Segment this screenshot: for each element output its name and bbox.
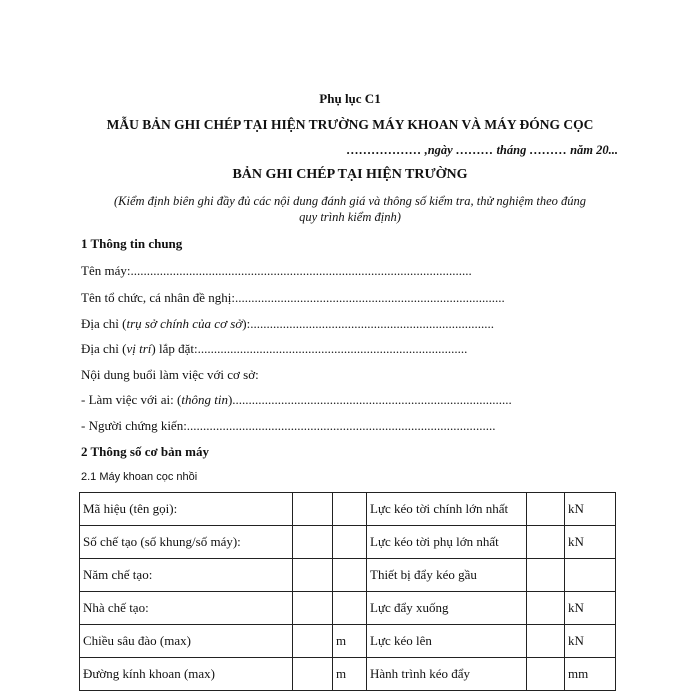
left-label-cell: Nhà chế tạo: bbox=[80, 592, 293, 625]
work-with-b: thông tin bbox=[181, 392, 228, 407]
left-unit-cell bbox=[333, 559, 367, 592]
requester-field: Tên tổ chức, cá nhân đề nghị:................................................................................... bbox=[81, 290, 505, 305]
witness-field: - Người chứng kiến:............................................................................................... bbox=[81, 418, 496, 433]
address-label-c: ):........................................................................... bbox=[242, 316, 494, 331]
left-unit-cell: m bbox=[333, 658, 367, 691]
head-office-address-field bbox=[81, 316, 494, 332]
table-row bbox=[80, 526, 616, 559]
subtitle-line-2: quy trình kiểm định) bbox=[299, 210, 401, 224]
work-with-c: )...................................................................................... bbox=[227, 392, 512, 407]
right-label-cell: Hành trình kéo đẩy bbox=[367, 658, 527, 691]
location-label-b: vị trí bbox=[126, 341, 152, 356]
location-label-c: ) lắp đặt:................................................................................... bbox=[151, 341, 468, 356]
work-with-a: - Làm việc với ai: ( bbox=[81, 392, 182, 407]
document-title: BẢN GHI CHÉP TẠI HIỆN TRƯỜNG bbox=[232, 167, 468, 182]
subtitle-line-1: (Kiểm định biên ghi đầy đủ các nội dung đánh giá và thông số kiểm tra, thử nghiệm theo đúng bbox=[113, 194, 587, 208]
table-row bbox=[80, 493, 616, 526]
meeting-content-label: Nội dung buổi làm việc với cơ sở: bbox=[81, 367, 259, 382]
left-unit-cell bbox=[333, 526, 367, 559]
left-unit-cell bbox=[333, 592, 367, 625]
machine-spec-table bbox=[79, 492, 616, 691]
right-unit-cell: mm bbox=[565, 658, 616, 691]
left-value-cell bbox=[293, 658, 333, 691]
left-label-cell: Đường kính khoan (max) bbox=[80, 658, 293, 691]
left-value-cell bbox=[293, 559, 333, 592]
table-row bbox=[80, 559, 616, 592]
install-location-field bbox=[81, 341, 467, 357]
right-value-cell bbox=[527, 526, 565, 559]
left-unit-cell bbox=[333, 493, 367, 526]
left-unit-cell: m bbox=[333, 625, 367, 658]
left-label-cell: Năm chế tạo: bbox=[80, 559, 293, 592]
left-value-cell bbox=[293, 592, 333, 625]
right-label-cell: Lực kéo tời phụ lớn nhất bbox=[367, 526, 527, 559]
right-value-cell bbox=[527, 559, 565, 592]
right-unit-cell bbox=[565, 559, 616, 592]
left-value-cell bbox=[293, 625, 333, 658]
table-row bbox=[80, 658, 616, 691]
left-value-cell bbox=[293, 493, 333, 526]
right-unit-cell: kN bbox=[565, 526, 616, 559]
right-label-cell: Lực kéo lên bbox=[367, 625, 527, 658]
right-value-cell bbox=[527, 493, 565, 526]
right-value-cell bbox=[527, 592, 565, 625]
left-label-cell: Mã hiệu (tên gọi): bbox=[80, 493, 293, 526]
right-value-cell bbox=[527, 625, 565, 658]
address-label-b: trụ sở chính của cơ sở bbox=[126, 316, 243, 331]
right-unit-cell: kN bbox=[565, 493, 616, 526]
table-row bbox=[80, 592, 616, 625]
section-2-1-heading: 2.1 Máy khoan cọc nhồi bbox=[81, 471, 198, 483]
right-unit-cell: kN bbox=[565, 625, 616, 658]
right-label-cell: Lực kéo tời chính lớn nhất bbox=[367, 493, 527, 526]
right-label-cell: Lực đẩy xuống bbox=[367, 592, 527, 625]
date-line: ……………… ,ngày ……… tháng ……… năm 20... bbox=[346, 143, 618, 157]
section-2-heading: 2 Thông số cơ bản máy bbox=[81, 444, 209, 459]
left-label-cell: Số chế tạo (số khung/số máy): bbox=[80, 526, 293, 559]
left-value-cell bbox=[293, 526, 333, 559]
location-label-a: Địa chỉ ( bbox=[81, 341, 127, 356]
right-value-cell bbox=[527, 658, 565, 691]
table-row bbox=[80, 625, 616, 658]
address-label-a: Địa chỉ ( bbox=[81, 316, 127, 331]
right-unit-cell: kN bbox=[565, 592, 616, 625]
section-1-heading: 1 Thông tin chung bbox=[81, 236, 183, 251]
appendix-label: Phụ lục C1 bbox=[319, 91, 381, 106]
work-with-field bbox=[81, 392, 512, 408]
machine-name-field: Tên máy:......................................................................................................... bbox=[81, 263, 472, 278]
right-label-cell: Thiết bị đẩy kéo gầu bbox=[367, 559, 527, 592]
form-title: MẪU BẢN GHI CHÉP TẠI HIỆN TRƯỜNG MÁY KHOAN VÀ MÁY ĐÓNG CỌC bbox=[106, 117, 594, 132]
left-label-cell: Chiều sâu đào (max) bbox=[80, 625, 293, 658]
